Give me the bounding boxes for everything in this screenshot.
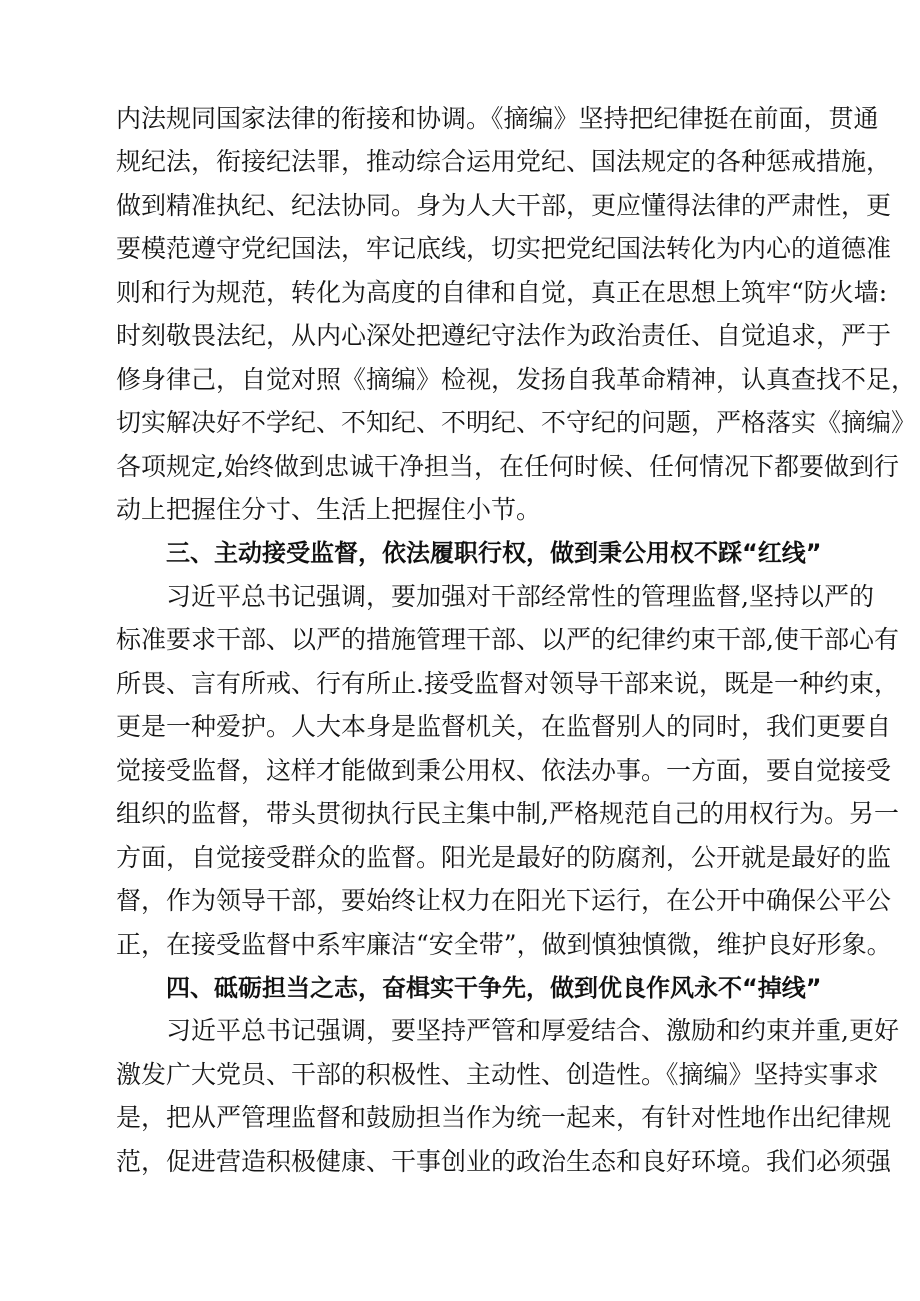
body-text-line: 规纪法，衔接纪法罪，推动综合运用党纪、国法规定的各种惩戒措施， [116, 147, 892, 176]
body-text-line: 觉接受监督，这样才能做到秉公用权、依法办事。一方面，要自觉接受 [116, 756, 892, 785]
body-text-line: 内法规同国家法律的衔接和协调。《摘编》坚持把纪律挺在前面，贯通 [116, 104, 879, 133]
body-text-line: 督，作为领导干部，要始终让权力在阳光下运行，在公开中确保公平公 [116, 886, 892, 915]
body-text-line: 时刻敬畏法纪，从内心深处把遵纪守法作为政治责任、自觉追求，严于 [116, 321, 892, 350]
section-heading-4: 四、砥砺担当之志，奋楫实干争先，做到优良作风永不“掉线” [166, 974, 822, 1002]
body-text-line: 要模范遵守党纪国法，牢记底线，切实把党纪国法转化为内心的道德准 [116, 234, 892, 263]
section-heading-3: 三、主动接受监督，依法履职行权，做到秉公用权不踩“红线” [166, 539, 822, 567]
body-text-line: 做到精准执纪、纪法协同。身为人大干部，更应懂得法律的严肃性，更 [116, 191, 892, 220]
body-text-line: 切实解决好不学纪、不知纪、不明纪、不守纪的问题，严格落实《摘编》 [116, 408, 917, 437]
body-text-line: 习近平总书记强调，要坚持严管和厚爱结合、激励和约束并重,更好 [166, 1016, 899, 1045]
body-text-line: 激发广大党员、干部的积极性、主动性、创造性。《摘编》坚持实事求 [116, 1060, 879, 1089]
body-text-line: 则和行为规范，转化为高度的自律和自觉，真正在思想上筑牢“防火墙: [116, 278, 888, 307]
body-text-line: 动上把握住分寸、生活上把握住小节。 [116, 495, 542, 524]
body-text-line: 方面，自觉接受群众的监督。阳光是最好的防腐剂，公开就是最好的监 [116, 843, 892, 872]
body-text-line: 正，在接受监督中系牢廉洁“安全带”，做到慎独慎微，维护良好形象。 [116, 930, 892, 959]
body-text-line: 组织的监督，带头贯彻执行民主集中制,严格规范自己的用权行为。另一 [116, 799, 899, 828]
body-text-line: 修身律己，自觉对照《摘编》检视，发扬自我革命精神，认真查找不足， [116, 365, 917, 394]
body-text-line: 习近平总书记强调，要加强对干部经常性的管理监督,坚持以严的 [166, 582, 874, 611]
body-text-line: 各项规定,始终做到忠诚干净担当，在任何时候、任何情况下都要做到行 [116, 452, 899, 481]
body-text-line: 标准要求干部、以严的措施管理干部、以严的纪律约束干部,使干部心有 [116, 625, 899, 654]
body-text-line: 是，把从严管理监督和鼓励担当作为统一起来，有针对性地作出纪律规 [116, 1103, 892, 1132]
body-text-line: 所畏、言有所戒、行有所止.接受监督对领导干部来说，既是一种约束， [116, 669, 899, 698]
body-text-line: 范，促进营造积极健康、干事创业的政治生态和良好环境。我们必须强 [116, 1147, 892, 1176]
body-text-line: 更是一种爱护。人大本身是监督机关，在监督别人的同时，我们更要自 [116, 712, 892, 741]
